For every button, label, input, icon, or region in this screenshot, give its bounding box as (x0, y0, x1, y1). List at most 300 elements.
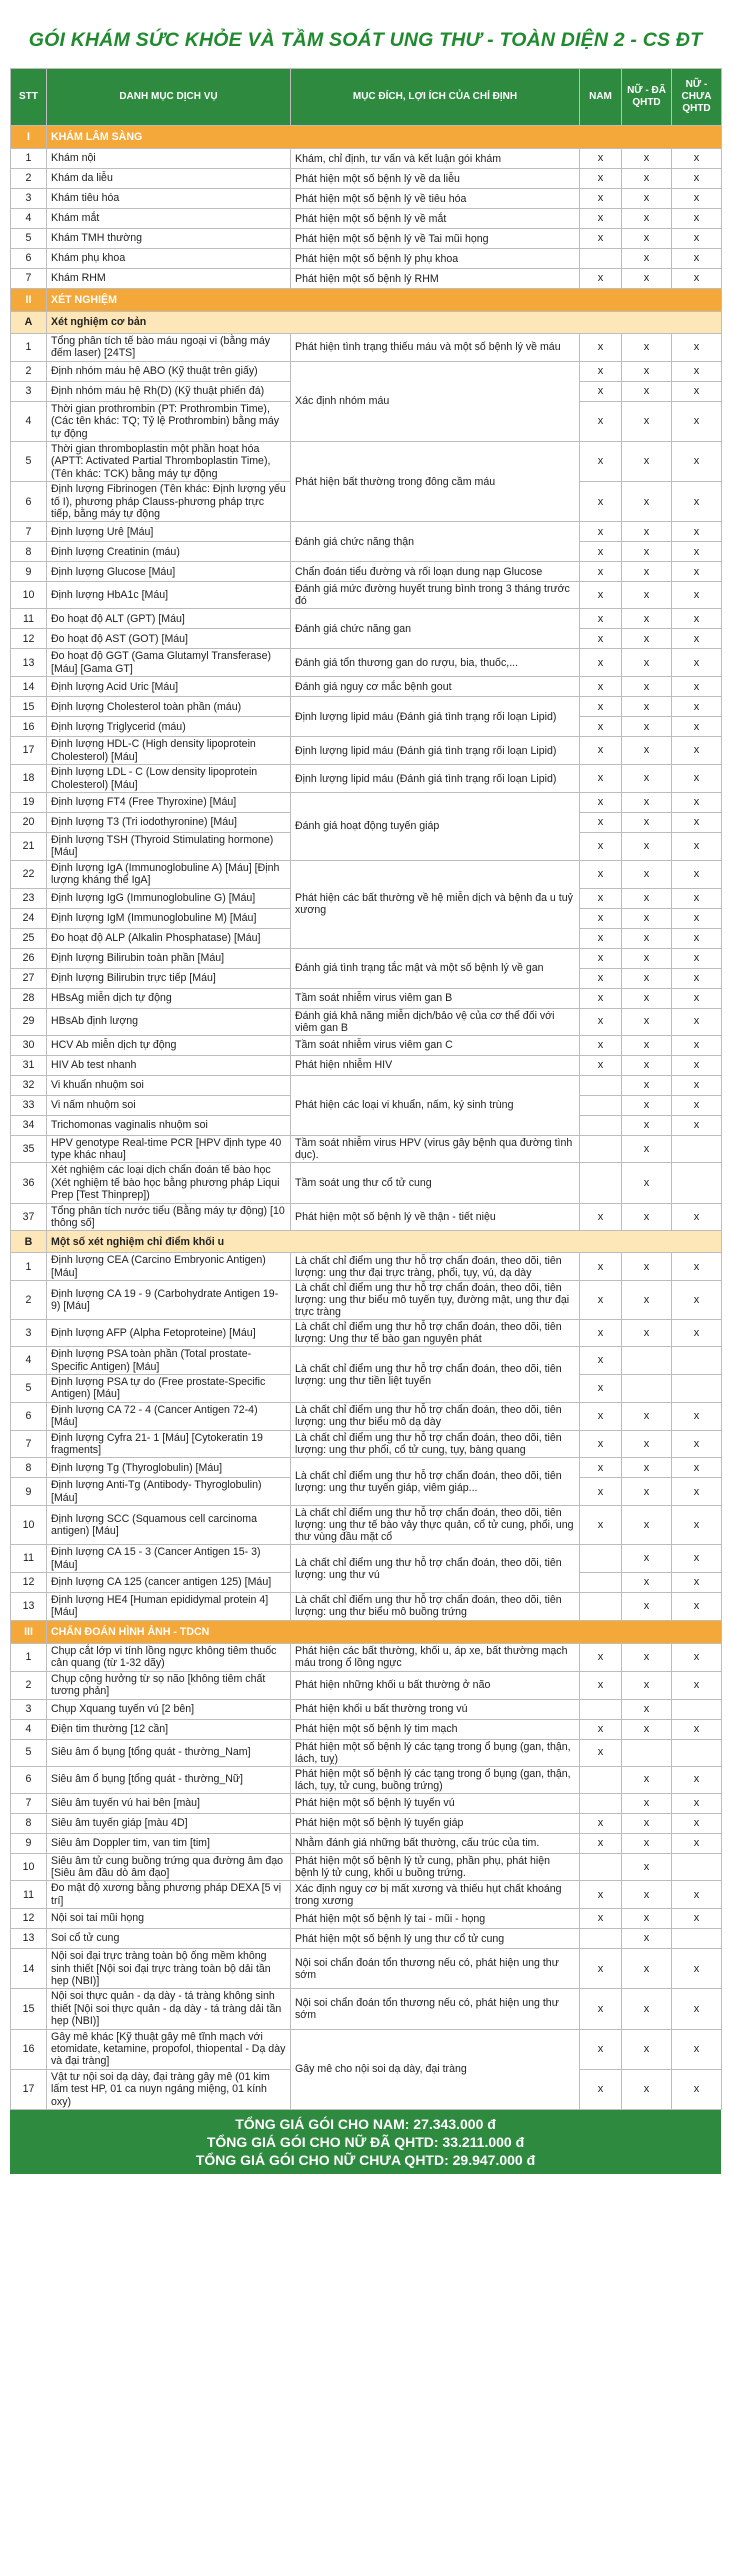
service-purpose: Phát hiện các loại vi khuẩn, nấm, ký sinh trùng (291, 1075, 580, 1135)
mark-nu-da-qhtd: x (622, 988, 672, 1008)
service-name: Chụp cộng hưởng từ sọ não [không tiêm chất tương phản] (47, 1671, 291, 1699)
section-number: I (11, 126, 47, 149)
service-name: Định lượng HE4 [Human epididymal protein 4] [Máu] (47, 1593, 291, 1621)
table-row (11, 1253, 722, 1281)
mark-nam (580, 1135, 622, 1163)
mark-nu-da-qhtd: x (622, 1643, 672, 1671)
mark-nam: x (580, 361, 622, 381)
price-summary (10, 2110, 721, 2174)
total-price-nu-chua-qhtd: TỔNG GIÁ GÓI CHO NỮ CHƯA QHTD: 29.947.000 đ (195, 2152, 536, 2168)
mark-nu-chua-qhtd: x (672, 1719, 722, 1739)
service-purpose: Phát hiện những khối u bất thường ở não (291, 1671, 580, 1699)
row-number: 35 (11, 1135, 47, 1163)
mark-nu-da-qhtd: x (622, 442, 672, 482)
service-name: Định lượng Glucose [Máu] (47, 562, 291, 582)
row-number: 12 (11, 629, 47, 649)
service-purpose: Xác định nhóm máu (291, 361, 580, 441)
service-purpose: Phát hiện một số bệnh lý ung thư cổ tử cung (291, 1929, 580, 1949)
mark-nam: x (580, 334, 622, 362)
mark-nu-chua-qhtd: x (672, 765, 722, 793)
service-purpose: Phát hiện một số bệnh lý tai - mũi - họng (291, 1909, 580, 1929)
service-purpose: Là chất chỉ điểm ung thư hỗ trợ chẩn đoán, theo dõi, tiên lượng: ung thư phổi, cổ tử cung, tụy, bàng quang (291, 1430, 580, 1458)
service-name: Định lượng Creatinin (máu) (47, 542, 291, 562)
mark-nam: x (580, 269, 622, 289)
table-row (11, 765, 722, 793)
service-name: Khám nội (47, 149, 291, 169)
service-name: Định lượng Cholesterol toàn phần (máu) (47, 697, 291, 717)
mark-nu-chua-qhtd: x (672, 1320, 722, 1347)
mark-nu-chua-qhtd: x (672, 1458, 722, 1478)
mark-nu-da-qhtd: x (622, 649, 672, 677)
service-name: Chụp Xquang tuyến vú [2 bên] (47, 1699, 291, 1719)
table-row (11, 1766, 722, 1793)
mark-nam: x (580, 1881, 622, 1909)
row-number: 17 (11, 737, 47, 765)
service-name: Tổng phân tích tế bào máu ngoại vi (bằng máy đếm laser) [24TS] (47, 334, 291, 362)
row-number: 24 (11, 908, 47, 928)
row-number: 34 (11, 1115, 47, 1135)
mark-nu-da-qhtd: x (622, 1671, 672, 1699)
row-number: 7 (11, 1793, 47, 1813)
mark-nu-da-qhtd: x (622, 482, 672, 522)
mark-nu-da-qhtd: x (622, 860, 672, 888)
section-label: Một số xét nghiệm chỉ điểm khối u (47, 1231, 722, 1253)
mark-nu-da-qhtd: x (622, 1135, 672, 1163)
page-title: GÓI KHÁM SỨC KHỎE VÀ TẦM SOÁT UNG THƯ - TOÀN DIỆN 2 - CS ĐT (28, 29, 703, 51)
subsection-row (11, 1231, 722, 1253)
row-number: 7 (11, 269, 47, 289)
mark-nu-chua-qhtd: x (672, 361, 722, 381)
mark-nam: x (580, 765, 622, 793)
table-row (11, 1989, 722, 2029)
mark-nu-da-qhtd: x (622, 968, 672, 988)
mark-nam: x (580, 1813, 622, 1833)
table-row (11, 1458, 722, 1478)
service-name: Định lượng Tg (Thyroglobulin) [Máu] (47, 1458, 291, 1478)
mark-nam (580, 1545, 622, 1573)
row-number: 23 (11, 888, 47, 908)
service-purpose: Xác định nguy cơ bị mất xương và thiếu hụt chất khoáng trong xương (291, 1881, 580, 1909)
mark-nu-da-qhtd: x (622, 381, 672, 401)
mark-nu-da-qhtd: x (622, 209, 672, 229)
service-name: Nội soi đại trực tràng toàn bộ ống mềm không sinh thiết [Nội soi đại trực tràng toàn bộ dải tần hẹp (NBI)] (47, 1949, 291, 1989)
table-row (11, 1320, 722, 1347)
mark-nu-chua-qhtd: x (672, 401, 722, 441)
mark-nu-chua-qhtd: x (672, 1008, 722, 1035)
service-name: Vi nấm nhuộm soi (47, 1095, 291, 1115)
service-purpose: Tầm soát nhiễm virus viêm gan B (291, 988, 580, 1008)
mark-nu-da-qhtd: x (622, 1506, 672, 1545)
service-name: Đo mật độ xương bằng phương pháp DEXA [5 vị trí] (47, 1881, 291, 1909)
mark-nu-chua-qhtd: x (672, 1671, 722, 1699)
service-name: HIV Ab test nhanh (47, 1055, 291, 1075)
table-row (11, 1402, 722, 1430)
mark-nu-da-qhtd: x (622, 562, 672, 582)
row-number: 15 (11, 697, 47, 717)
section-number: II (11, 289, 47, 312)
service-name: Soi cổ tử cung (47, 1929, 291, 1949)
service-name: HCV Ab miễn dịch tự động (47, 1035, 291, 1055)
mark-nu-chua-qhtd: x (672, 2029, 722, 2069)
service-name: Điện tim thường [12 cần] (47, 1719, 291, 1739)
mark-nu-chua-qhtd (672, 1135, 722, 1163)
service-name: Định lượng Fibrinogen (Tên khác: Định lượng yếu tố I), phương pháp Clauss-phương pháp trực tiếp, bằng máy tự động (47, 482, 291, 522)
mark-nam: x (580, 582, 622, 609)
table-row (11, 149, 722, 169)
mark-nu-chua-qhtd: x (672, 269, 722, 289)
mark-nam: x (580, 697, 622, 717)
mark-nu-da-qhtd: x (622, 169, 672, 189)
service-name: Định lượng T3 (Tri iodothyronine) [Máu] (47, 812, 291, 832)
row-number: 6 (11, 1766, 47, 1793)
service-name: Vật tư nội soi dạ dày, đại tràng gây mê (01 kim lấm test HP, 01 ca nuyn ngáng miệng, 01 kính oxy) (47, 2069, 291, 2109)
service-purpose: Đánh giá mức đường huyết trung bình trong 3 tháng trước đó (291, 582, 580, 609)
service-purpose: Nhằm đánh giá những bất thường, cấu trúc của tim. (291, 1833, 580, 1853)
mark-nam (580, 1929, 622, 1949)
mark-nam: x (580, 189, 622, 209)
row-number: 6 (11, 482, 47, 522)
table-row (11, 1281, 722, 1320)
mark-nu-da-qhtd: x (622, 361, 672, 381)
row-number: 2 (11, 169, 47, 189)
service-purpose: Là chất chỉ điểm ung thư hỗ trợ chẩn đoán, theo dõi, tiên lượng: ung thư biểu mô buồng trứng (291, 1593, 580, 1621)
service-name: Đo hoạt độ ALP (Alkalin Phosphatase) [Máu] (47, 928, 291, 948)
mark-nam: x (580, 1402, 622, 1430)
row-number: 8 (11, 542, 47, 562)
table-row (11, 361, 722, 381)
service-purpose: Đánh giá chức năng gan (291, 609, 580, 649)
mark-nu-da-qhtd: x (622, 1593, 672, 1621)
service-name: Định lượng IgM (Immunoglobuline M) [Máu] (47, 908, 291, 928)
row-number: 16 (11, 717, 47, 737)
service-purpose: Đánh giá tổn thương gan do rượu, bia, thuốc,... (291, 649, 580, 677)
table-row (11, 1643, 722, 1671)
mark-nu-chua-qhtd: x (672, 1203, 722, 1231)
mark-nu-da-qhtd: x (622, 1699, 672, 1719)
service-name: Định lượng Bilirubin toàn phần [Máu] (47, 948, 291, 968)
mark-nam (580, 1115, 622, 1135)
service-name: Định lượng CA 125 (cancer antigen 125) [Máu] (47, 1573, 291, 1593)
row-number: 8 (11, 1458, 47, 1478)
mark-nu-da-qhtd: x (622, 832, 672, 860)
service-purpose: Đánh giá chức năng thận (291, 522, 580, 562)
table-row (11, 1075, 722, 1095)
mark-nu-da-qhtd: x (622, 1545, 672, 1573)
service-name: Khám da liễu (47, 169, 291, 189)
mark-nu-chua-qhtd: x (672, 1833, 722, 1853)
mark-nu-da-qhtd: x (622, 1253, 672, 1281)
service-purpose: Phát hiện một số bệnh lý các tạng trong ổ bụng (gan, thận, lách, tuỵ) (291, 1739, 580, 1766)
mark-nu-da-qhtd: x (622, 1766, 672, 1793)
mark-nu-chua-qhtd (672, 1699, 722, 1719)
mark-nu-da-qhtd: x (622, 928, 672, 948)
row-number: 5 (11, 1375, 47, 1403)
service-purpose: Là chất chỉ điểm ung thư hỗ trợ chẩn đoán, theo dõi, tiên lượng: ung thư biểu mô tuyến tụy, đường mật, ung thư đại trực tràng (291, 1281, 580, 1320)
service-name: Nội soi thực quản - dạ dày - tá tràng không sinh thiết [Nội soi thực quản - dạ dày - tá tràng dải tần hẹp (NBI)] (47, 1989, 291, 2029)
service-name: Vi khuẩn nhuộm soi (47, 1075, 291, 1095)
mark-nu-da-qhtd: x (622, 1320, 672, 1347)
table-row (11, 737, 722, 765)
mark-nu-da-qhtd: x (622, 1853, 672, 1881)
mark-nu-chua-qhtd (672, 1375, 722, 1403)
row-number: 3 (11, 1320, 47, 1347)
header-stt: STT (11, 69, 47, 126)
service-purpose: Đánh giá hoạt động tuyến giáp (291, 792, 580, 860)
mark-nu-chua-qhtd: x (672, 1075, 722, 1095)
mark-nam: x (580, 1320, 622, 1347)
mark-nam: x (580, 1909, 622, 1929)
row-number: 8 (11, 1813, 47, 1833)
row-number: 5 (11, 229, 47, 249)
row-number: 1 (11, 334, 47, 362)
mark-nam: x (580, 948, 622, 968)
mark-nu-chua-qhtd: x (672, 860, 722, 888)
mark-nu-da-qhtd: x (622, 1478, 672, 1506)
mark-nu-chua-qhtd: x (672, 2069, 722, 2109)
mark-nam: x (580, 908, 622, 928)
mark-nam (580, 1766, 622, 1793)
mark-nu-da-qhtd: x (622, 609, 672, 629)
mark-nu-chua-qhtd: x (672, 522, 722, 542)
row-number: 6 (11, 249, 47, 269)
mark-nu-chua-qhtd: x (672, 948, 722, 968)
mark-nu-chua-qhtd: x (672, 812, 722, 832)
service-purpose: Là chất chỉ điểm ung thư hỗ trợ chẩn đoán, theo dõi, tiên lượng: ung thư đại trực tràng, phổi, tụy, vú, dạ dày (291, 1253, 580, 1281)
service-purpose: Phát hiện một số bệnh lý tuyến vú (291, 1793, 580, 1813)
service-name: Siêu âm Doppler tim, van tim [tim] (47, 1833, 291, 1853)
mark-nu-da-qhtd: x (622, 1402, 672, 1430)
mark-nu-chua-qhtd: x (672, 562, 722, 582)
row-number: 13 (11, 649, 47, 677)
mark-nu-da-qhtd: x (622, 249, 672, 269)
service-purpose: Phát hiện tình trạng thiếu máu và một số bệnh lý về máu (291, 334, 580, 362)
row-number: 22 (11, 860, 47, 888)
service-name: Tổng phân tích nước tiểu (Bằng máy tự động) [10 thông số] (47, 1203, 291, 1231)
service-name: Đo hoạt độ GGT (Gama Glutamyl Transferase) [Máu] [Gama GT] (47, 649, 291, 677)
row-number: 7 (11, 1430, 47, 1458)
mark-nam: x (580, 1739, 622, 1766)
table-row (11, 1881, 722, 1909)
mark-nu-chua-qhtd: x (672, 1545, 722, 1573)
row-number: 10 (11, 1853, 47, 1881)
service-purpose: Là chất chỉ điểm ung thư hỗ trợ chẩn đoán, theo dõi, tiên lượng: ung thư tuyến giáp, viêm giáp... (291, 1458, 580, 1506)
mark-nu-da-qhtd: x (622, 629, 672, 649)
service-name: Định lượng Urê [Máu] (47, 522, 291, 542)
mark-nu-da-qhtd: x (622, 1008, 672, 1035)
service-name: Siêu âm ổ bụng [tổng quát - thường_Nam] (47, 1739, 291, 1766)
row-number: 4 (11, 209, 47, 229)
service-name: Thời gian prothrombin (PT: Prothrombin Time), (Các tên khác: TQ; Tỷ lệ Prothrombin) bằng máy tự động (47, 401, 291, 441)
mark-nam: x (580, 1203, 622, 1231)
mark-nam: x (580, 629, 622, 649)
mark-nu-chua-qhtd: x (672, 1766, 722, 1793)
section-number: B (11, 1231, 47, 1253)
mark-nu-chua-qhtd: x (672, 1793, 722, 1813)
row-number: 32 (11, 1075, 47, 1095)
section-row (11, 126, 722, 149)
service-purpose: Định lượng lipid máu (Đánh giá tình trạng rối loạn Lipid) (291, 765, 580, 793)
mark-nu-da-qhtd: x (622, 1573, 672, 1593)
mark-nam: x (580, 968, 622, 988)
table-row (11, 792, 722, 812)
mark-nam: x (580, 562, 622, 582)
mark-nu-da-qhtd: x (622, 1203, 672, 1231)
service-name: Siêu âm tuyến giáp [màu 4D] (47, 1813, 291, 1833)
service-purpose: Nội soi chẩn đoán tổn thương nếu có, phát hiện ung thư sớm (291, 1949, 580, 1989)
mark-nu-da-qhtd: x (622, 1055, 672, 1075)
header-nu-chua: NỮ - CHƯA QHTD (672, 69, 722, 126)
service-purpose: Là chất chỉ điểm ung thư hỗ trợ chẩn đoán, theo dõi, tiên lượng: ung thư tế bào vảy thực quản, cổ tử cung, phổi, ung thư vùng đầu mặt cổ (291, 1506, 580, 1545)
mark-nu-chua-qhtd: x (672, 229, 722, 249)
service-name: Định lượng Cyfra 21- 1 [Máu] [Cytokeratin 19 fragments] (47, 1430, 291, 1458)
row-number: 4 (11, 1347, 47, 1375)
mark-nu-da-qhtd: x (622, 2029, 672, 2069)
table-row (11, 334, 722, 362)
total-price-nu-da-qhtd: TỔNG GIÁ GÓI CHO NỮ ĐÃ QHTD: 33.211.000 đ (206, 2134, 525, 2150)
table-row (11, 1593, 722, 1621)
mark-nu-chua-qhtd (672, 1929, 722, 1949)
mark-nu-chua-qhtd: x (672, 677, 722, 697)
mark-nu-da-qhtd: x (622, 717, 672, 737)
table-row (11, 1035, 722, 1055)
table-row (11, 1853, 722, 1881)
mark-nu-da-qhtd: x (622, 401, 672, 441)
mark-nu-chua-qhtd: x (672, 737, 722, 765)
mark-nu-da-qhtd: x (622, 677, 672, 697)
mark-nam: x (580, 522, 622, 542)
service-purpose: Phát hiện một số bệnh lý tuyến giáp (291, 1813, 580, 1833)
mark-nu-da-qhtd: x (622, 269, 672, 289)
mark-nu-chua-qhtd: x (672, 888, 722, 908)
table-row (11, 1739, 722, 1766)
table-row (11, 1813, 722, 1833)
service-name: Siêu âm tử cung buồng trứng qua đường âm đạo [Siêu âm đầu dò âm đạo] (47, 1853, 291, 1881)
table-row (11, 1008, 722, 1035)
table-row (11, 1203, 722, 1231)
mark-nu-chua-qhtd: x (672, 1115, 722, 1135)
service-name: Định lượng LDL - C (Low density lipoprotein Cholesterol) [Máu] (47, 765, 291, 793)
mark-nam: x (580, 888, 622, 908)
mark-nam: x (580, 1008, 622, 1035)
table-row (11, 209, 722, 229)
service-purpose: Phát hiện các bất thường, khối u, áp xe, bất thường mạch máu trong ổ lồng ngực (291, 1643, 580, 1671)
mark-nam: x (580, 1375, 622, 1403)
mark-nam: x (580, 149, 622, 169)
total-price-nam: TỔNG GIÁ GÓI CHO NAM: 27.343.000 đ (235, 2116, 496, 2132)
service-name: Siêu âm tuyến vú hai bên [màu] (47, 1793, 291, 1813)
row-number: 33 (11, 1095, 47, 1115)
service-purpose: Là chất chỉ điểm ung thư hỗ trợ chẩn đoán, theo dõi, tiên lượng: Ung thư tế bào gan nguyên phát (291, 1320, 580, 1347)
row-number: 13 (11, 1929, 47, 1949)
table-row (11, 169, 722, 189)
mark-nam: x (580, 1458, 622, 1478)
service-purpose: Định lượng lipid máu (Đánh giá tình trạng rối loạn Lipid) (291, 737, 580, 765)
table-row (11, 697, 722, 717)
mark-nu-da-qhtd: x (622, 792, 672, 812)
mark-nam: x (580, 542, 622, 562)
mark-nu-da-qhtd: x (622, 1929, 672, 1949)
mark-nu-chua-qhtd: x (672, 1881, 722, 1909)
service-purpose: Đánh giá nguy cơ mắc bệnh gout (291, 677, 580, 697)
service-name: Định lượng Acid Uric [Máu] (47, 677, 291, 697)
table-row (11, 2029, 722, 2069)
service-purpose: Phát hiện khối u bất thường trong vú (291, 1699, 580, 1719)
row-number: 17 (11, 2069, 47, 2109)
row-number: 30 (11, 1035, 47, 1055)
mark-nam (580, 1075, 622, 1095)
mark-nam: x (580, 209, 622, 229)
mark-nam: x (580, 1719, 622, 1739)
mark-nam: x (580, 1347, 622, 1375)
table-row (11, 1545, 722, 1573)
row-number: 26 (11, 948, 47, 968)
table-row (11, 948, 722, 968)
mark-nam: x (580, 1281, 622, 1320)
service-purpose: Phát hiện một số bệnh lý phụ khoa (291, 249, 580, 269)
row-number: 36 (11, 1163, 47, 1203)
mark-nu-chua-qhtd: x (672, 1478, 722, 1506)
mark-nu-chua-qhtd: x (672, 968, 722, 988)
row-number: 21 (11, 832, 47, 860)
row-number: 3 (11, 189, 47, 209)
service-name: Xét nghiệm các loại dịch chẩn đoán tế bào học (Xét nghiệm tế bào học bằng phương pháp Liqui Prep [Test Thinprep]) (47, 1163, 291, 1203)
mark-nu-chua-qhtd: x (672, 988, 722, 1008)
row-number: 25 (11, 928, 47, 948)
mark-nam: x (580, 609, 622, 629)
service-name: Định lượng CA 19 - 9 (Carbohydrate Antigen 19-9) [Máu] (47, 1281, 291, 1320)
mark-nam: x (580, 2029, 622, 2069)
mark-nu-chua-qhtd: x (672, 928, 722, 948)
service-purpose: Phát hiện một số bệnh lý tim mạch (291, 1719, 580, 1739)
mark-nu-da-qhtd: x (622, 1458, 672, 1478)
service-name: Định nhóm máu hệ Rh(D) (Kỹ thuật phiến đá) (47, 381, 291, 401)
table-row (11, 1135, 722, 1163)
service-name: Định lượng HDL-C (High density lipoprotein Cholesterol) [Máu] (47, 737, 291, 765)
mark-nu-chua-qhtd: x (672, 381, 722, 401)
service-name: Đo hoạt độ ALT (GPT) [Máu] (47, 609, 291, 629)
mark-nu-da-qhtd: x (622, 1095, 672, 1115)
mark-nu-da-qhtd: x (622, 229, 672, 249)
table-row (11, 1719, 722, 1739)
header-service: DANH MỤC DỊCH VỤ (47, 69, 291, 126)
mark-nu-chua-qhtd: x (672, 792, 722, 812)
mark-nu-chua-qhtd: x (672, 1573, 722, 1593)
row-number: 5 (11, 442, 47, 482)
mark-nu-da-qhtd: x (622, 948, 672, 968)
service-purpose: Phát hiện một số bệnh lý về Tai mũi họng (291, 229, 580, 249)
mark-nu-chua-qhtd: x (672, 1402, 722, 1430)
mark-nu-da-qhtd: x (622, 1909, 672, 1929)
service-purpose: Đánh giá khả năng miễn dịch/bảo vệ của cơ thể đối với viêm gan B (291, 1008, 580, 1035)
row-number: 3 (11, 1699, 47, 1719)
mark-nu-da-qhtd: x (622, 765, 672, 793)
service-name: HBsAb định lượng (47, 1008, 291, 1035)
mark-nam: x (580, 649, 622, 677)
mark-nam: x (580, 482, 622, 522)
service-name: Gây mê khác [Kỹ thuật gây mê tĩnh mạch với etomidate, ketamine, propofol, thiopental - Dạ dày và đại tràng] (47, 2029, 291, 2069)
table-row (11, 1929, 722, 1949)
mark-nu-da-qhtd: x (622, 1075, 672, 1095)
mark-nu-chua-qhtd: x (672, 908, 722, 928)
table-row (11, 1833, 722, 1853)
service-purpose: Phát hiện một số bệnh lý về thận - tiết niệu (291, 1203, 580, 1231)
mark-nu-da-qhtd: x (622, 1793, 672, 1813)
row-number: 18 (11, 765, 47, 793)
mark-nam: x (580, 1506, 622, 1545)
table-row (11, 249, 722, 269)
mark-nam (580, 1853, 622, 1881)
service-purpose: Nội soi chẩn đoán tổn thương nếu có, phát hiện ung thư sớm (291, 1989, 580, 2029)
